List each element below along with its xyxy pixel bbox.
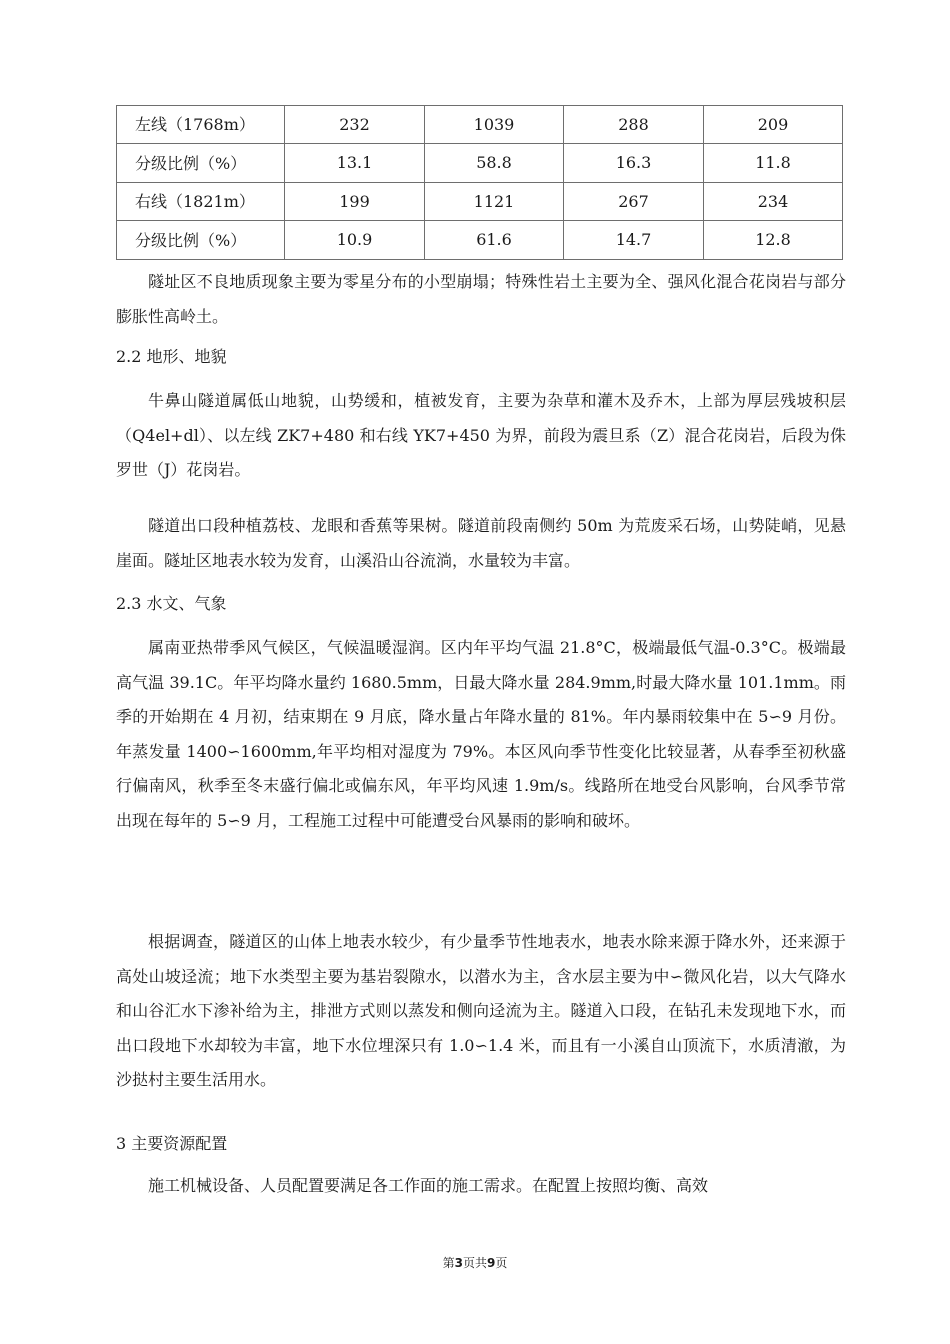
table-cell: 14.7 xyxy=(564,221,704,260)
row-label: 分级比例（%） xyxy=(117,221,285,260)
table-cell: 209 xyxy=(704,106,843,144)
table-row xyxy=(117,144,843,183)
table-cell: 61.6 xyxy=(425,221,564,260)
table-cell: 234 xyxy=(704,183,843,221)
paragraph-resources: 施工机械设备、人员配置要满足各工作面的施工需求。在配置上按照均衡、高效 xyxy=(148,1176,709,1195)
paragraph-adverse-geology: 隧址区不良地质现象主要为零星分布的小型崩塌；特殊性岩土主要为全、强风化混合花岗岩与部分膨胀性高岭土。 xyxy=(116,272,846,326)
current-page-number: 3 xyxy=(454,1256,463,1270)
section-heading-2-3: 2.3 水文、气象 xyxy=(116,594,227,613)
rock-grade-table xyxy=(116,105,843,260)
paragraph-tunnel-exit: 隧道出口段种植荔枝、龙眼和香蕉等果树。隧道前段南侧约 50m 为荒废采石场，山势陡峭，见悬崖面。隧址区地表水较为发育，山溪沿山谷流淌，水量较为丰富。 xyxy=(116,516,846,570)
row-label: 右线（1821m） xyxy=(117,183,285,221)
section-heading-2-2: 2.2 地形、地貌 xyxy=(116,347,227,366)
page-footer xyxy=(0,1255,950,1271)
paragraph-climate: 属南亚热带季风气候区，气候温暖湿润。区内年平均气温 21.8°C，极端最低气温-0.3°C。极端最高气温 39.1C。年平均降水量约 1680.5mm，日最大降水量 284.9mm,时最大降水量 101.1mm。雨季的开始期在 4 月初，结束期在 9 月底，降水量占年降水量的 81%。年内暴雨较集中在 5∽9 月份。年蒸发量 1400∽1600mm,年平均相对湿度为 79%。本区风向季节性变化比较显著，从春季至初秋盛行偏南风，秋季至冬末盛行偏北或偏东风，年平均风速 1.9m/s。线路所在地受台风影响，台风季节常出现在每年的 5∽9 月，工程施工过程中可能遭受台风暴雨的影响和破坏。 xyxy=(116,638,846,830)
table-cell: 199 xyxy=(285,183,425,221)
table-cell: 288 xyxy=(564,106,704,144)
table-cell: 232 xyxy=(285,106,425,144)
table-cell: 1039 xyxy=(425,106,564,144)
table-row xyxy=(117,106,843,144)
row-label: 左线（1768m） xyxy=(117,106,285,144)
paragraph-landform: 牛鼻山隧道属低山地貌，山势缓和，植被发育，主要为杂草和灌木及乔木，上部为厚层残坡积层（Q4el+dl）、以左线 ZK7+480 和右线 YK7+450 为界，前段为震旦系（Z）混合花岗岩，后段为侏罗世（J）花岗岩。 xyxy=(116,391,846,479)
table-cell: 13.1 xyxy=(285,144,425,183)
table-cell: 1121 xyxy=(425,183,564,221)
table-cell: 10.9 xyxy=(285,221,425,260)
footer-suffix: 页 xyxy=(495,1256,508,1270)
table-cell: 11.8 xyxy=(704,144,843,183)
table-row xyxy=(117,221,843,260)
table-cell: 58.8 xyxy=(425,144,564,183)
row-label: 分级比例（%） xyxy=(117,144,285,183)
footer-prefix: 第 xyxy=(442,1256,455,1270)
table-row xyxy=(117,183,843,221)
paragraph-groundwater: 根据调查，隧道区的山体上地表水较少，有少量季节性地表水，地表水除来源于降水外，还来源于高处山坡迳流；地下水类型主要为基岩裂隙水，以潜水为主，含水层主要为中∽微风化岩，以大气降水和山谷汇水下渗补给为主，排泄方式则以蒸发和侧向迳流为主。隧道入口段，在钻孔未发现地下水，而出口段地下水却较为丰富，地下水位埋深只有 1.0∽1.4 米，而且有一小溪自山顶流下，水质清澈，为沙挞村主要生活用水。 xyxy=(116,932,846,1089)
total-page-number: 9 xyxy=(487,1256,496,1270)
section-heading-3: 3 主要资源配置 xyxy=(116,1134,228,1153)
table-cell: 267 xyxy=(564,183,704,221)
table-cell: 16.3 xyxy=(564,144,704,183)
table-cell: 12.8 xyxy=(704,221,843,260)
footer-middle: 页共 xyxy=(462,1256,487,1270)
